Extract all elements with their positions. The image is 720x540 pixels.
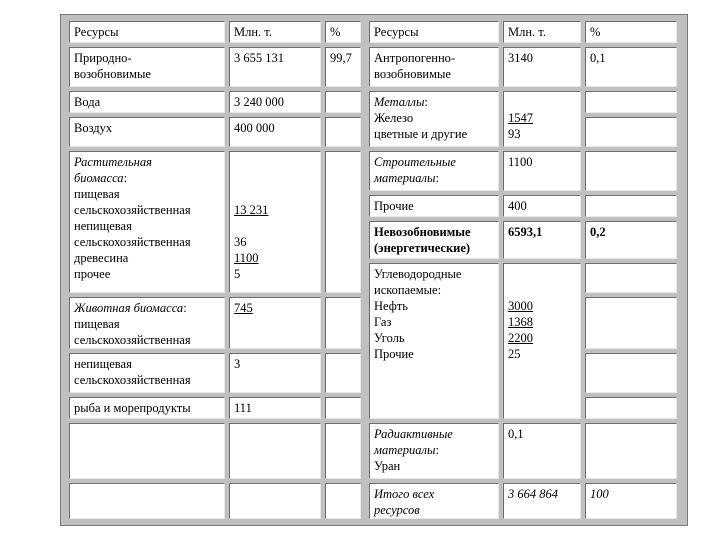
anthropogenic-name xyxy=(369,47,499,87)
animal-food: пищевая xyxy=(74,317,120,331)
building-line2 xyxy=(374,170,494,186)
animal-title: Животная биомасса xyxy=(74,301,184,315)
air-name-text: Воздух xyxy=(74,121,113,135)
building-percent xyxy=(585,151,677,191)
building-amount-text: 1100 xyxy=(508,155,533,169)
empty-left-name-2 xyxy=(69,483,225,519)
plant-biomass-amount xyxy=(229,151,321,293)
misc-percent xyxy=(585,195,677,217)
animal-food-agri: сельскохозяйственная xyxy=(74,333,191,347)
header-left-resources-text: Ресурсы xyxy=(74,25,119,39)
air-percent xyxy=(325,117,361,147)
hydrocarbon-gas: Газ xyxy=(374,315,392,329)
hydrocarbon-gap-1 xyxy=(508,266,576,282)
renewable-amount xyxy=(229,47,321,87)
misc-amount-text: 400 xyxy=(508,199,527,213)
renewable-amount-text: 3 655 131 xyxy=(234,51,284,65)
anthropogenic-line2: возобновимые xyxy=(374,67,451,81)
total-name xyxy=(369,483,499,519)
hydrocarbon-title-2: ископаемые: xyxy=(374,283,442,297)
resources-table xyxy=(60,14,688,526)
renewable-name-line2: возобновимые xyxy=(74,67,151,81)
total-amount xyxy=(503,483,581,519)
plant-nonfood: непищевая xyxy=(74,219,132,233)
animal-nonfood-line2: сельскохозяйственная xyxy=(74,373,191,387)
metals-other-amount: 93 xyxy=(508,127,521,141)
water-amount xyxy=(229,91,321,113)
plant-wood: древесина xyxy=(74,251,129,265)
plant-biomass-percent xyxy=(325,151,361,293)
fish-name xyxy=(69,397,225,419)
nonrenewable-amount-text: 6593,1 xyxy=(508,225,543,239)
header-left-amount xyxy=(229,21,321,43)
animal-nonfood-percent xyxy=(325,353,361,393)
anthropogenic-percent-text: 0,1 xyxy=(590,51,606,65)
radioactive-line1 xyxy=(374,426,494,442)
fish-amount xyxy=(229,397,321,419)
building-name xyxy=(369,151,499,191)
renewable-percent-text: 99,7 xyxy=(330,51,352,65)
building-line1 xyxy=(374,154,494,170)
nonrenewable-percent-text: 0,2 xyxy=(590,225,606,239)
metals-gap xyxy=(508,94,576,110)
radioactive-uranium: Уран xyxy=(374,459,401,473)
plant-biomass-name xyxy=(69,151,225,293)
header-left-resources xyxy=(69,21,225,43)
hydrocarbon-other: Прочие xyxy=(374,347,414,361)
hydrocarbon-oil: Нефть xyxy=(374,299,408,313)
header-right-percent xyxy=(585,21,677,43)
hydrocarbon-other-amount: 25 xyxy=(508,347,521,361)
plant-gap-1 xyxy=(234,154,316,170)
empty-left-amount-1 xyxy=(229,423,321,479)
plant-wood-amount: 1100 xyxy=(234,251,259,265)
metals-title: Металлы xyxy=(374,95,425,109)
animal-biomass-amount xyxy=(229,297,321,349)
anthropogenic-amount xyxy=(503,47,581,87)
header-right-resources xyxy=(369,21,499,43)
nonrenewable-line2: (энергетические) xyxy=(374,241,471,255)
metals-title-suffix: : xyxy=(424,95,428,109)
plant-food-agri: сельскохозяйственная xyxy=(74,203,191,217)
animal-biomass-name xyxy=(69,297,225,349)
water-amount-text: 3 240 000 xyxy=(234,95,284,109)
radioactive-name xyxy=(369,423,499,479)
header-right-percent-text: % xyxy=(590,25,601,39)
metals-percent-2 xyxy=(585,117,677,147)
misc-name-text: Прочие xyxy=(374,199,414,213)
header-left-percent xyxy=(325,21,361,43)
hydrocarbon-percent-4 xyxy=(585,397,677,419)
radioactive-name-2: материалы xyxy=(374,443,436,457)
metals-title-line xyxy=(374,94,494,110)
radioactive-percent xyxy=(585,423,677,479)
empty-left-amount-2 xyxy=(229,483,321,519)
plant-gap-2 xyxy=(234,170,316,186)
radioactive-amount-text: 0,1 xyxy=(508,427,524,441)
empty-left-percent-1 xyxy=(325,423,361,479)
radioactive-line2 xyxy=(374,442,494,458)
empty-left-percent-2 xyxy=(325,483,361,519)
animal-nonfood-name xyxy=(69,353,225,393)
header-left-amount-text: Млн. т. xyxy=(234,25,272,39)
building-amount xyxy=(503,151,581,191)
total-percent xyxy=(585,483,677,519)
total-percent-text: 100 xyxy=(590,487,609,501)
hydrocarbon-coal: Уголь xyxy=(374,331,405,345)
metals-amount xyxy=(503,91,581,147)
plant-food: пищевая xyxy=(74,187,120,201)
air-amount-text: 400 000 xyxy=(234,121,275,135)
plant-biomass-title-2: биомасса xyxy=(74,171,124,185)
header-right-amount-text: Млн. т. xyxy=(508,25,546,39)
renewable-name-line1: Природно- xyxy=(74,51,132,65)
plant-biomass-title-line1 xyxy=(74,154,220,170)
water-name xyxy=(69,91,225,113)
animal-amount-text: 745 xyxy=(234,301,253,315)
fish-name-text: рыба и морепродукты xyxy=(74,401,191,415)
fish-percent xyxy=(325,397,361,419)
header-left-percent-text: % xyxy=(330,25,341,39)
total-line2: ресурсов xyxy=(374,503,420,517)
animal-title-suffix: : xyxy=(183,301,187,315)
total-amount-text: 3 664 864 xyxy=(508,487,558,501)
metals-percent-1 xyxy=(585,91,677,113)
hydrocarbon-percent-2 xyxy=(585,297,677,349)
renewable-percent xyxy=(325,47,361,87)
air-name xyxy=(69,117,225,147)
hydrocarbon-title-1: Углеводородные xyxy=(374,267,462,281)
plant-food-amount: 13 231 xyxy=(234,203,269,217)
plant-nonfood-amount: 36 xyxy=(234,235,247,249)
water-name-text: Вода xyxy=(74,95,101,109)
hydrocarbon-percent-3 xyxy=(585,353,677,393)
plant-biomass-title-line2 xyxy=(74,170,220,186)
renewable-name xyxy=(69,47,225,87)
animal-nonfood-amount xyxy=(229,353,321,393)
metals-other: цветные и другие xyxy=(374,127,468,141)
anthropogenic-percent xyxy=(585,47,677,87)
plant-biomass-title-suffix: : xyxy=(123,171,128,185)
nonrenewable-percent xyxy=(585,221,677,259)
plant-gap-3 xyxy=(234,186,316,202)
plant-gap-4 xyxy=(234,218,316,234)
total-line1: Итого всех xyxy=(374,487,435,501)
plant-other-amount: 5 xyxy=(234,267,241,281)
radioactive-amount xyxy=(503,423,581,479)
hydrocarbon-oil-amount: 3000 xyxy=(508,299,533,313)
hydrocarbon-coal-amount: 2200 xyxy=(508,331,533,345)
empty-left-name-1 xyxy=(69,423,225,479)
misc-name xyxy=(369,195,499,217)
plant-biomass-title-1: Растительная xyxy=(74,155,152,169)
water-percent xyxy=(325,91,361,113)
plant-other: прочее xyxy=(74,267,111,281)
building-name-1: Строительные xyxy=(374,155,456,169)
anthropogenic-amount-text: 3140 xyxy=(508,51,533,65)
plant-nonfood-agri: сельскохозяйственная xyxy=(74,235,191,249)
nonrenewable-name xyxy=(369,221,499,259)
nonrenewable-line1: Невозобновимые xyxy=(374,225,471,239)
fish-amount-text: 111 xyxy=(234,401,252,415)
animal-biomass-percent xyxy=(325,297,361,349)
anthropogenic-line1: Антропогенно- xyxy=(374,51,456,65)
animal-title-line xyxy=(74,300,220,316)
metals-iron-amount: 1547 xyxy=(508,111,533,125)
animal-nonfood-amount-text: 3 xyxy=(234,357,241,371)
metals-name xyxy=(369,91,499,147)
air-amount xyxy=(229,117,321,147)
hydrocarbon-gas-amount: 1368 xyxy=(508,315,533,329)
hydrocarbon-percent-1 xyxy=(585,263,677,293)
header-right-amount xyxy=(503,21,581,43)
misc-amount xyxy=(503,195,581,217)
hydrocarbon-amount xyxy=(503,263,581,419)
animal-nonfood-line1: непищевая xyxy=(74,357,132,371)
building-name-suffix: : xyxy=(435,171,439,185)
hydrocarbon-name xyxy=(369,263,499,419)
radioactive-name-suffix: : xyxy=(435,443,439,457)
radioactive-name-1: Радиактивные xyxy=(374,427,453,441)
hydrocarbon-gap-2 xyxy=(508,282,576,298)
header-right-resources-text: Ресурсы xyxy=(374,25,419,39)
building-name-2: материалы xyxy=(374,171,436,185)
nonrenewable-amount xyxy=(503,221,581,259)
metals-iron: Железо xyxy=(374,111,414,125)
